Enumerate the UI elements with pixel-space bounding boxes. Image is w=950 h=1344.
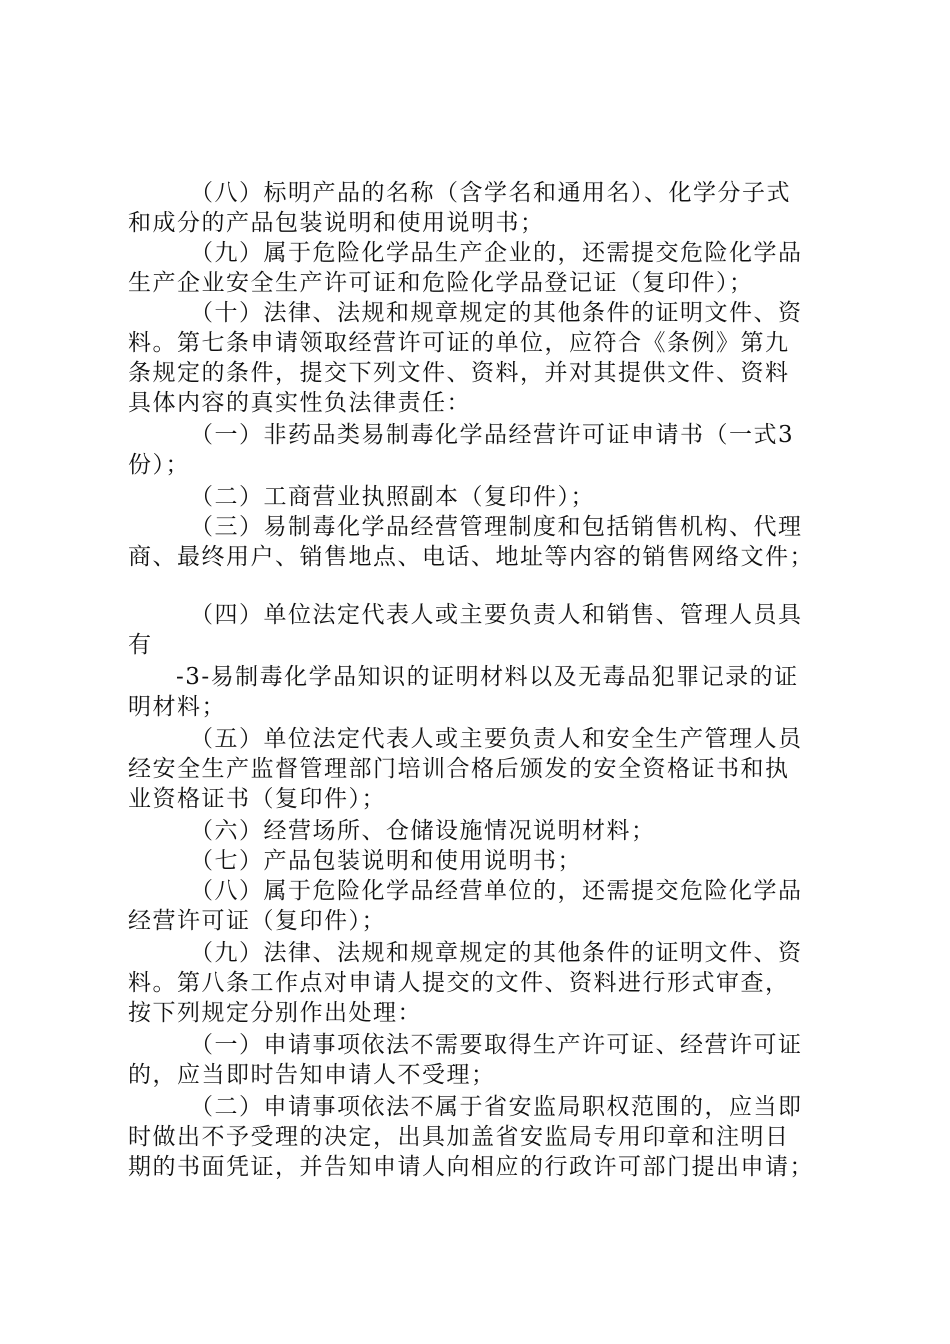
text-line: 业资格证书（复印件）；	[128, 786, 386, 812]
text-line: （一）申请事项依法不需要取得生产许可证、经营许可证	[190, 1032, 803, 1058]
text-line: （九）法律、法规和规章规定的其他条件的证明文件、资	[190, 940, 803, 966]
text-line: 商、最终用户、销售地点、电话、地址等内容的销售网络文件；	[128, 544, 814, 570]
text-line: 经营许可证（复印件）；	[128, 908, 386, 934]
text-line: （四）单位法定代表人或主要负责人和销售、管理人员具	[190, 602, 803, 628]
text-line: （九）属于危险化学品生产企业的，还需提交危险化学品	[190, 240, 803, 266]
text-line: 生产企业安全生产许可证和危险化学品登记证（复印件）；	[128, 270, 754, 296]
text-line: （八）属于危险化学品经营单位的，还需提交危险化学品	[190, 878, 803, 904]
text-line: -3-易制毒化学品知识的证明材料以及无毒品犯罪记录的证	[176, 664, 799, 690]
text-line: （一）非药品类易制毒化学品经营许可证申请书（一式3	[190, 422, 795, 448]
text-line: 具体内容的真实性负法律责任：	[128, 390, 471, 416]
text-line: 按下列规定分别作出处理：	[128, 1000, 422, 1026]
text-line: 经安全生产监督管理部门培训合格后颁发的安全资格证书和执	[128, 756, 790, 782]
text-line: 和成分的产品包装说明和使用说明书；	[128, 210, 545, 236]
text-line: 料。第八条工作点对申请人提交的文件、资料进行形式审查，	[128, 970, 790, 996]
text-line: 时做出不予受理的决定，出具加盖省安监局专用印章和注明日	[128, 1124, 790, 1150]
text-line: （二）申请事项依法不属于省安监局职权范围的，应当即	[190, 1094, 803, 1120]
text-line: 明材料；	[128, 694, 226, 720]
text-line: （二）工商营业执照副本（复印件）；	[190, 484, 595, 510]
text-line: （十）法律、法规和规章规定的其他条件的证明文件、资	[190, 300, 803, 326]
text-line: （七）产品包装说明和使用说明书；	[190, 848, 582, 874]
text-line: 份）；	[128, 452, 190, 478]
text-line: （八）标明产品的名称（含学名和通用名）、化学分子式	[190, 180, 791, 206]
text-line: （六）经营场所、仓储设施情况说明材料；	[190, 818, 656, 844]
text-line: （五）单位法定代表人或主要负责人和安全生产管理人员	[190, 726, 803, 752]
text-line: 料。第七条申请领取经营许可证的单位，应符合《条例》第九	[128, 330, 790, 356]
text-line: 有	[128, 632, 153, 658]
text-line: 条规定的条件，提交下列文件、资料，并对其提供文件、资料	[128, 360, 790, 386]
text-line: （三）易制毒化学品经营管理制度和包括销售机构、代理	[190, 514, 803, 540]
text-line: 期的书面凭证，并告知申请人向相应的行政许可部门提出申请；	[128, 1154, 814, 1180]
text-line: 的，应当即时告知申请人不受理；	[128, 1062, 496, 1088]
